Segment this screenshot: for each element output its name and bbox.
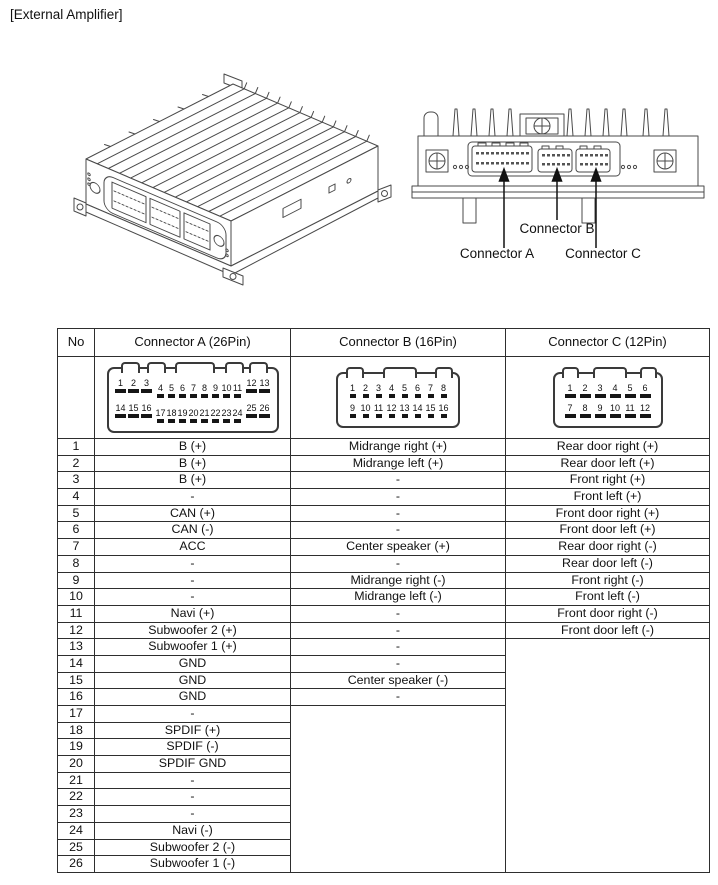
cell-connector-a: B (+)	[95, 472, 291, 489]
cell-no: 3	[58, 472, 95, 489]
cell-connector-a: -	[95, 589, 291, 606]
cell-no: 6	[58, 522, 95, 539]
cell-no: 12	[58, 622, 95, 639]
cell-no: 9	[58, 572, 95, 589]
pin-marker: 3	[140, 379, 153, 393]
amplifier-rear-view	[408, 96, 708, 268]
table-row	[58, 572, 710, 589]
table-row	[58, 489, 710, 506]
header-connector-a: Connector A (26Pin)	[95, 329, 291, 357]
cell-connector-b: Center speaker (+)	[291, 539, 506, 556]
table-header-row	[58, 329, 710, 357]
pin-marker: 2	[578, 384, 593, 398]
cell-connector-a: -	[95, 706, 291, 723]
pin-marker: 17	[155, 409, 166, 423]
cell-no: 20	[58, 756, 95, 773]
cell-connector-a: B (+)	[95, 439, 291, 456]
cell-connector-b: -	[291, 605, 506, 622]
cell-connector-a: ACC	[95, 539, 291, 556]
cell-connector-c: Front door left (+)	[506, 522, 710, 539]
pin-marker: 11	[623, 404, 638, 418]
cell-connector-a: SPDIF (+)	[95, 722, 291, 739]
pin-marker: 11	[372, 404, 385, 418]
connector-b-pin-diagram	[336, 372, 460, 428]
pinout-table	[57, 328, 710, 873]
pin-marker: 23	[221, 409, 232, 423]
cell-no: 13	[58, 639, 95, 656]
cell-connector-c: Rear door right (+)	[506, 439, 710, 456]
cell-connector-c: Rear door left (-)	[506, 555, 710, 572]
cell-connector-c: Front door right (+)	[506, 505, 710, 522]
cell-connector-a: Navi (+)	[95, 605, 291, 622]
cell-connector-c: Rear door right (-)	[506, 539, 710, 556]
cell-no: 21	[58, 772, 95, 789]
table-row	[58, 472, 710, 489]
pin-marker: 15	[424, 404, 437, 418]
pin-marker: 7	[188, 384, 199, 398]
cell-connector-b: Midrange left (+)	[291, 455, 506, 472]
connector-a-label: Connector A	[459, 246, 535, 261]
cell-connector-a: -	[95, 572, 291, 589]
pin-marker: 16	[437, 404, 450, 418]
pin-marker: 4	[608, 384, 623, 398]
pin-marker: 16	[140, 404, 153, 418]
pin-marker: 20	[188, 409, 199, 423]
cell-connector-b: Midrange left (-)	[291, 589, 506, 606]
pin-marker: 8	[578, 404, 593, 418]
pin-marker: 13	[258, 379, 271, 393]
cell-connector-a: -	[95, 806, 291, 823]
cell-no: 24	[58, 822, 95, 839]
pin-marker: 18	[166, 409, 177, 423]
cell-connector-c: Front right (-)	[506, 572, 710, 589]
cell-no: 7	[58, 539, 95, 556]
pin-marker: 22	[210, 409, 221, 423]
pin-marker: 19	[177, 409, 188, 423]
cell-no: 11	[58, 605, 95, 622]
cell-no: 18	[58, 722, 95, 739]
cell-connector-c: Front left (+)	[506, 489, 710, 506]
pin-marker: 24	[232, 409, 243, 423]
cell-no: 1	[58, 439, 95, 456]
cell-connector-c-merged-empty	[506, 639, 710, 873]
pin-marker: 3	[372, 384, 385, 398]
pin-marker: 1	[563, 384, 578, 398]
cell-connector-b: Midrange right (-)	[291, 572, 506, 589]
pin-marker: 26	[258, 404, 271, 418]
cell-connector-b: Center speaker (-)	[291, 672, 506, 689]
pin-marker: 3	[593, 384, 608, 398]
pin-marker: 12	[638, 404, 653, 418]
cell-connector-b: -	[291, 505, 506, 522]
connector-b-label: Connector B	[519, 221, 595, 236]
cell-no: 17	[58, 706, 95, 723]
pin-marker: 12	[245, 379, 258, 393]
cell-no: 10	[58, 589, 95, 606]
cell-no: 26	[58, 856, 95, 873]
pin-marker: 9	[210, 384, 221, 398]
pin-marker: 13	[398, 404, 411, 418]
cell-connector-b: -	[291, 689, 506, 706]
pin-marker: 15	[127, 404, 140, 418]
cell-no: 15	[58, 672, 95, 689]
cell-no: 16	[58, 689, 95, 706]
pin-marker: 8	[437, 384, 450, 398]
connector-a-pin-diagram	[107, 367, 279, 433]
cell-connector-c: Front left (-)	[506, 589, 710, 606]
cell-connector-a: GND	[95, 689, 291, 706]
amplifier-isometric-view	[48, 56, 398, 288]
cell-connector-a: GND	[95, 672, 291, 689]
pin-marker: 10	[221, 384, 232, 398]
cell-connector-a: SPDIF GND	[95, 756, 291, 773]
pin-marker: 1	[346, 384, 359, 398]
cell-connector-c: Rear door left (+)	[506, 455, 710, 472]
table-row	[58, 522, 710, 539]
cell-connector-a: B (+)	[95, 455, 291, 472]
table-row	[58, 439, 710, 456]
cell-no: 22	[58, 789, 95, 806]
cell-connector-c: Front door left (-)	[506, 622, 710, 639]
pin-marker: 5	[623, 384, 638, 398]
cell-no: 23	[58, 806, 95, 823]
cell-connector-a: GND	[95, 655, 291, 672]
cell-no: 19	[58, 739, 95, 756]
cell-connector-a: Subwoofer 1 (-)	[95, 856, 291, 873]
cell-connector-a: -	[95, 555, 291, 572]
connector-diagram-row	[58, 357, 710, 439]
pin-marker: 4	[385, 384, 398, 398]
cell-connector-b: -	[291, 655, 506, 672]
connector-c-pin-diagram	[553, 372, 663, 428]
table-row	[58, 539, 710, 556]
table-row	[58, 639, 710, 656]
header-no: No	[58, 329, 95, 357]
pin-marker: 7	[563, 404, 578, 418]
pin-marker: 2	[127, 379, 140, 393]
table-row	[58, 455, 710, 472]
cell-connector-b: -	[291, 555, 506, 572]
page-title: [External Amplifier]	[10, 7, 123, 22]
pin-marker: 1	[114, 379, 127, 393]
connector-c-label: Connector C	[565, 246, 641, 261]
pinout-table-body	[58, 439, 710, 873]
pin-marker: 7	[424, 384, 437, 398]
diagram-cell-empty	[58, 357, 95, 439]
cell-connector-a: Subwoofer 2 (+)	[95, 622, 291, 639]
cell-connector-b: -	[291, 639, 506, 656]
pin-marker: 10	[608, 404, 623, 418]
cell-connector-b: Midrange right (+)	[291, 439, 506, 456]
pin-marker: 12	[385, 404, 398, 418]
cell-no: 8	[58, 555, 95, 572]
cell-connector-a: -	[95, 789, 291, 806]
pin-marker: 9	[346, 404, 359, 418]
pin-marker: 25	[245, 404, 258, 418]
pin-marker: 10	[359, 404, 372, 418]
cell-connector-b: -	[291, 522, 506, 539]
cell-connector-a: CAN (-)	[95, 522, 291, 539]
cell-connector-a: Navi (-)	[95, 822, 291, 839]
table-row	[58, 589, 710, 606]
table-row	[58, 555, 710, 572]
table-row	[58, 605, 710, 622]
pin-marker: 9	[593, 404, 608, 418]
pin-marker: 21	[199, 409, 210, 423]
header-connector-c: Connector C (12Pin)	[506, 329, 710, 357]
pin-marker: 6	[411, 384, 424, 398]
cell-connector-a: Subwoofer 1 (+)	[95, 639, 291, 656]
table-row	[58, 622, 710, 639]
cell-connector-b: -	[291, 622, 506, 639]
pin-marker: 14	[411, 404, 424, 418]
cell-no: 14	[58, 655, 95, 672]
cell-no: 5	[58, 505, 95, 522]
connector-a-arrow	[500, 169, 509, 248]
cell-connector-a: CAN (+)	[95, 505, 291, 522]
cell-connector-b: -	[291, 472, 506, 489]
pin-marker: 8	[199, 384, 210, 398]
cell-connector-c: Front right (+)	[506, 472, 710, 489]
pin-marker: 5	[398, 384, 411, 398]
pin-marker: 2	[359, 384, 372, 398]
cell-no: 4	[58, 489, 95, 506]
pin-marker: 5	[166, 384, 177, 398]
header-connector-b: Connector B (16Pin)	[291, 329, 506, 357]
pin-marker: 6	[638, 384, 653, 398]
cell-connector-a: SPDIF (-)	[95, 739, 291, 756]
cell-connector-b-merged-empty	[291, 706, 506, 873]
pin-marker: 14	[114, 404, 127, 418]
cell-connector-a: -	[95, 772, 291, 789]
pin-marker: 6	[177, 384, 188, 398]
table-row	[58, 505, 710, 522]
cell-connector-a: -	[95, 489, 291, 506]
pin-marker: 11	[232, 384, 243, 398]
cell-no: 2	[58, 455, 95, 472]
cell-no: 25	[58, 839, 95, 856]
cell-connector-b: -	[291, 489, 506, 506]
cell-connector-c: Front door right (-)	[506, 605, 710, 622]
pin-marker: 4	[155, 384, 166, 398]
cell-connector-a: Subwoofer 2 (-)	[95, 839, 291, 856]
